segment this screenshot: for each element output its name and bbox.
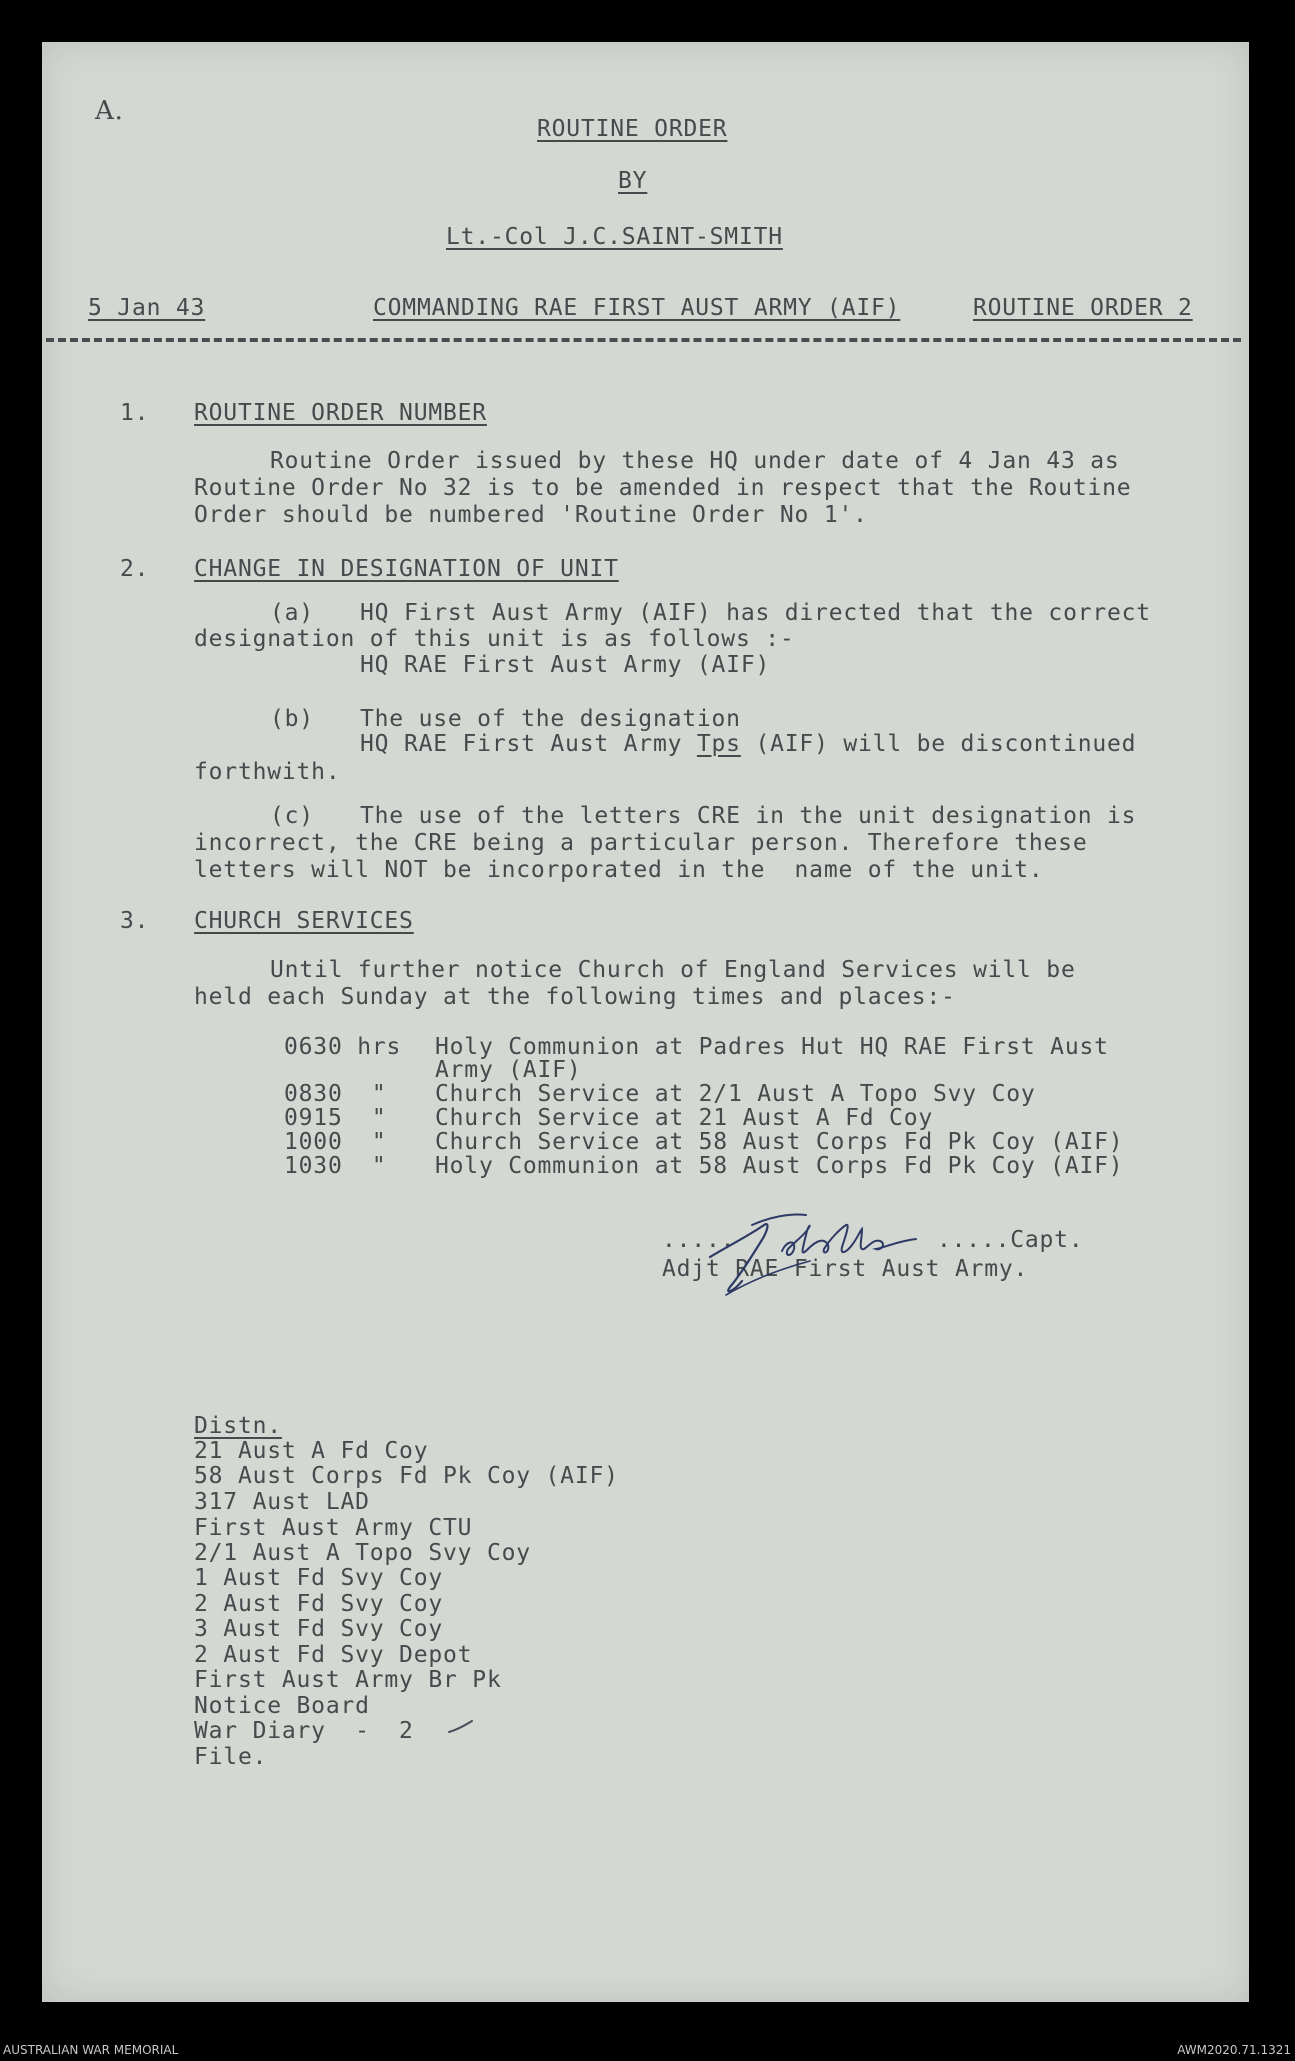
order-number: ROUTINE ORDER 2 [973, 295, 1193, 321]
distribution-heading: Distn. [194, 1413, 282, 1439]
item-b-text: HQ RAE First Aust Army [360, 731, 697, 757]
document-title: ROUTINE ORDER [537, 116, 728, 142]
margin-mark: A. [95, 96, 124, 126]
item-c-line: The use of the letters CRE in the unit designation is [360, 803, 1137, 829]
item-c-line: letters will NOT be incorporated in the name of the unit. [194, 857, 1044, 883]
item-b-underlined-word: Tps [696, 731, 741, 757]
item-a-line: HQ First Aust Army (AIF) has directed that the correct [360, 600, 1151, 626]
item-b-line [360, 729, 1136, 760]
section-3-number: 3. [120, 908, 150, 934]
distribution-item: Notice Board [194, 1693, 370, 1719]
title-by: BY [618, 168, 648, 194]
header-divider [46, 338, 1241, 342]
section-1-heading: ROUTINE ORDER NUMBER [194, 400, 487, 426]
item-b-line: forthwith. [194, 759, 341, 785]
distribution-item: 1 Aust Fd Svy Coy [194, 1565, 444, 1591]
officer-name: Lt.-Col J.C.SAINT-SMITH [446, 224, 783, 250]
item-a-line: HQ RAE First Aust Army (AIF) [360, 652, 771, 678]
service-time: 0830 " [284, 1081, 387, 1107]
item-b-text: (AIF) will be discontinued [740, 731, 1137, 757]
distribution-item: File. [194, 1744, 268, 1770]
section-1-number: 1. [120, 400, 150, 426]
tick-mark [446, 1718, 476, 1738]
item-b-line: The use of the designation [360, 706, 741, 732]
section-2-heading: CHANGE IN DESIGNATION OF UNIT [194, 556, 619, 582]
distribution-item: First Aust Army CTU [194, 1515, 473, 1541]
distribution-item: 317 Aust LAD [194, 1489, 370, 1515]
footer-accession: AWM2020.71.1321 [1177, 2043, 1291, 2057]
section-1-line: Routine Order No 32 is to be amended in respect that the Routine [194, 475, 1132, 501]
service-time: 0630 hrs [284, 1034, 402, 1060]
signature-role: Adjt RAE First Aust Army. [662, 1256, 1029, 1282]
service-desc: Church Service at 58 Aust Corps Fd Pk Coy (AIF) [435, 1129, 1124, 1155]
service-time: 1030 " [284, 1153, 387, 1179]
service-desc: Holy Communion at 58 Aust Corps Fd Pk Coy (AIF) [435, 1153, 1124, 1179]
distribution-item: War Diary - 2 [194, 1718, 414, 1744]
distribution-item: 21 Aust A Fd Coy [194, 1438, 429, 1464]
service-desc-cont: Army (AIF) [435, 1057, 582, 1083]
service-desc: Church Service at 2/1 Aust A Topo Svy Coy [435, 1081, 1036, 1107]
item-c-line: incorrect, the CRE being a particular person. Therefore these [194, 830, 1088, 856]
handwritten-signature [690, 1195, 960, 1305]
service-desc: Church Service at 21 Aust A Fd Coy [435, 1105, 934, 1131]
distribution-item: 2/1 Aust A Topo Svy Coy [194, 1540, 531, 1566]
section-1-line: Routine Order issued by these HQ under date of 4 Jan 43 as [270, 448, 1120, 474]
section-2-number: 2. [120, 556, 150, 582]
section-3-heading: CHURCH SERVICES [194, 908, 414, 934]
distribution-item: First Aust Army Br Pk [194, 1667, 502, 1693]
section-3-line: Until further notice Church of England Services will be [270, 957, 1076, 983]
signature-dots-right: .....Capt. [937, 1227, 1084, 1253]
order-date: 5 Jan 43 [88, 295, 206, 321]
section-1-line: Order should be numbered 'Routine Order No 1'. [194, 502, 868, 528]
service-time: 0915 " [284, 1105, 387, 1131]
distribution-item: 2 Aust Fd Svy Depot [194, 1642, 473, 1668]
service-desc: Holy Communion at Padres Hut HQ RAE First Aust [435, 1034, 1109, 1060]
distribution-item: 2 Aust Fd Svy Coy [194, 1591, 444, 1617]
service-time: 1000 " [284, 1129, 387, 1155]
signature-dots-left: ..... [662, 1227, 736, 1253]
item-c-label: (c) [270, 803, 314, 829]
section-3-line: held each Sunday at the following times and places:- [194, 984, 956, 1010]
item-a-line: designation of this unit is as follows :- [194, 626, 795, 652]
distribution-item: 58 Aust Corps Fd Pk Coy (AIF) [194, 1463, 619, 1489]
distribution-item: 3 Aust Fd Svy Coy [194, 1616, 444, 1642]
footer-source: AUSTRALIAN WAR MEMORIAL [3, 2043, 179, 2057]
item-b-label: (b) [270, 706, 314, 732]
command-title: COMMANDING RAE FIRST AUST ARMY (AIF) [373, 295, 901, 321]
item-a-label: (a) [270, 600, 314, 626]
